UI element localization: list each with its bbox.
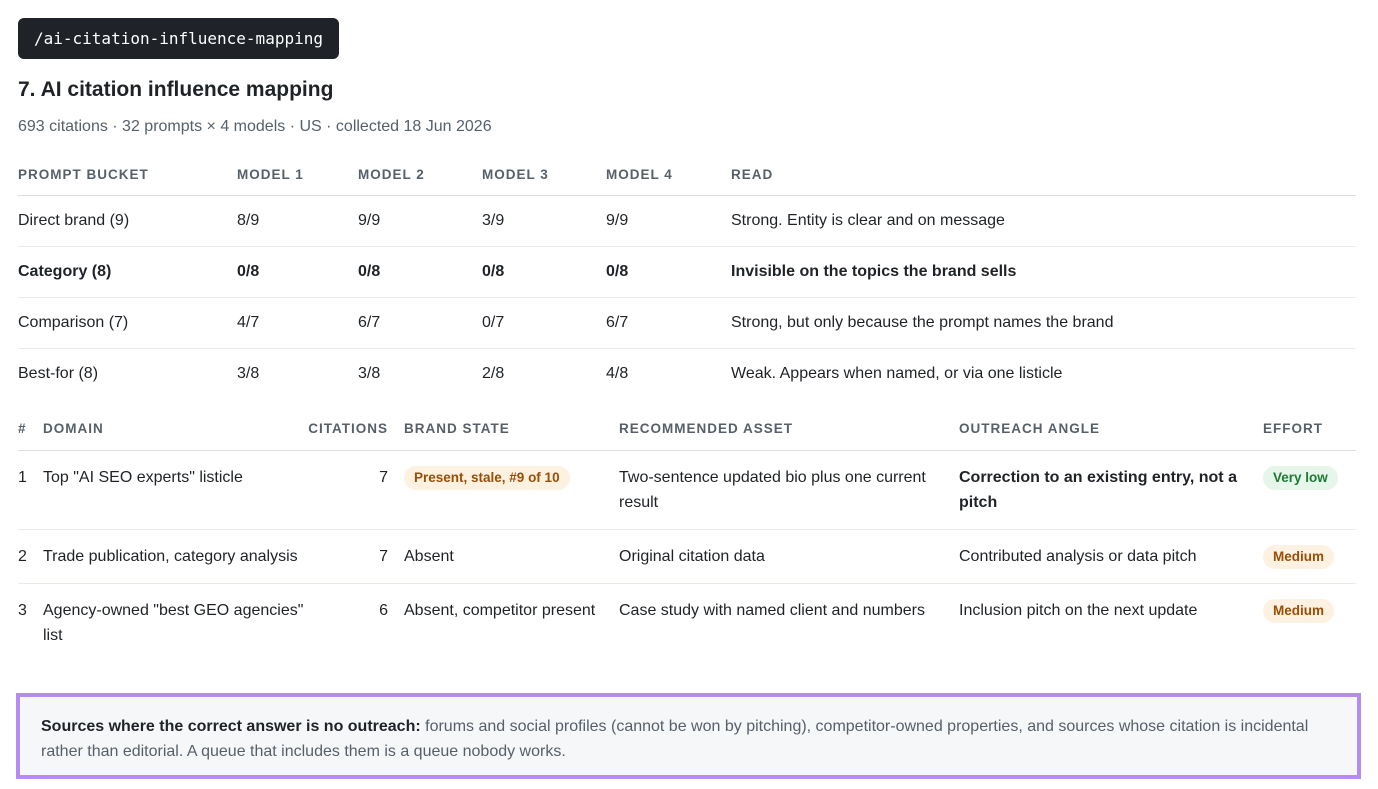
bucket-name: Category (8): [18, 246, 237, 297]
table-header-row: [18, 407, 1356, 450]
bucket-read: Weak. Appears when named, or via one listicle: [731, 364, 1063, 382]
row-index: 3: [18, 601, 27, 619]
effort-badge: Very low: [1263, 466, 1338, 490]
bucket-read: Strong, but only because the prompt names the brand: [731, 297, 1356, 348]
model-score: 2/8: [482, 364, 505, 382]
brand-state: [404, 450, 619, 529]
table-row: [18, 348, 1356, 399]
bucket-name: Best-for (8): [18, 364, 99, 382]
table-row: [18, 583, 1356, 662]
column-header: EFFORT: [1263, 407, 1356, 450]
callout-body: forums and social profiles (cannot be won by pitching), competitor-owned properties, and sources whose citation is incidental rather than editorial. A queue that includes them is a queue nobody works.: [41, 718, 1309, 760]
effort-badge: Medium: [1263, 599, 1334, 623]
model-score: 0/7: [482, 297, 606, 348]
outreach-angle: Inclusion pitch on the next update: [959, 601, 1198, 619]
brand-state-badge: Present, stale, #9 of 10: [404, 466, 570, 490]
model-score: 0/8: [237, 246, 358, 297]
model-score: 0/8: [482, 246, 606, 297]
recommended-asset: Original citation data: [619, 529, 959, 583]
column-header: PROMPT BUCKET: [18, 155, 237, 195]
row-index: 2: [18, 529, 43, 583]
column-header: BRAND STATE: [404, 407, 619, 450]
model-score: 0/8: [606, 246, 731, 297]
bucket-read: Strong. Entity is clear and on message: [731, 195, 1356, 246]
domain-name: Trade publication, category analysis: [43, 529, 306, 583]
effort: [1263, 450, 1356, 529]
model-score: 4/8: [606, 364, 629, 382]
effort: [1263, 529, 1356, 583]
domain-outreach-table: [18, 407, 1356, 662]
bucket-read: Invisible on the topics the brand sells: [731, 246, 1356, 297]
effort: [1263, 583, 1356, 662]
column-header: MODEL 2: [358, 155, 482, 195]
page-subtitle: 693 citations · 32 prompts × 4 models · US · collected 18 Jun 2026: [18, 118, 492, 135]
citation-count: 7: [306, 450, 404, 529]
domain-name: Agency-owned "best GEO agencies" list: [43, 601, 304, 644]
recommended-asset: Case study with named client and numbers: [619, 601, 925, 619]
column-header: #: [18, 407, 43, 450]
table-row: [18, 195, 1356, 246]
model-score: 3/8: [237, 364, 260, 382]
table-row: [18, 450, 1356, 529]
page-title: 7. AI citation influence mapping: [18, 78, 334, 101]
model-score: 3/8: [358, 364, 381, 382]
model-score: 6/7: [358, 297, 482, 348]
column-header: READ: [731, 155, 1356, 195]
callout-lead: Sources where the correct answer is no outreach:: [41, 718, 421, 735]
brand-state: Absent: [404, 529, 619, 583]
command-badge: /ai-citation-influence-mapping: [18, 18, 339, 59]
no-outreach-callout: [16, 693, 1361, 779]
table-row: [18, 297, 1356, 348]
model-score: 3/9: [482, 195, 606, 246]
prompt-bucket-table: [18, 155, 1356, 399]
column-header: RECOMMENDED ASSET: [619, 407, 959, 450]
model-score: 6/7: [606, 297, 731, 348]
domain-name: Top "AI SEO experts" listicle: [43, 450, 306, 529]
column-header: DOMAIN: [43, 407, 306, 450]
model-score: 9/9: [358, 195, 482, 246]
outreach-angle: Correction to an existing entry, not a pitch: [959, 450, 1263, 529]
column-header: CITATIONS: [306, 407, 404, 450]
bucket-name: Direct brand (9): [18, 195, 237, 246]
model-score: 4/7: [237, 297, 358, 348]
row-index: 1: [18, 450, 43, 529]
model-score: 8/9: [237, 195, 358, 246]
table-header-row: [18, 155, 1356, 195]
citation-count: 7: [306, 529, 404, 583]
column-header: MODEL 3: [482, 155, 606, 195]
column-header: OUTREACH ANGLE: [959, 407, 1263, 450]
table-row: [18, 529, 1356, 583]
brand-state: Absent, competitor present: [404, 601, 596, 619]
column-header: MODEL 1: [237, 155, 358, 195]
outreach-angle: Contributed analysis or data pitch: [959, 529, 1263, 583]
column-header: MODEL 4: [606, 155, 731, 195]
effort-badge: Medium: [1263, 545, 1334, 569]
bucket-name: Comparison (7): [18, 297, 237, 348]
model-score: 9/9: [606, 195, 731, 246]
model-score: 0/8: [358, 246, 482, 297]
citation-count: 6: [379, 601, 388, 619]
recommended-asset: Two-sentence updated bio plus one current result: [619, 450, 959, 529]
table-row: [18, 246, 1356, 297]
